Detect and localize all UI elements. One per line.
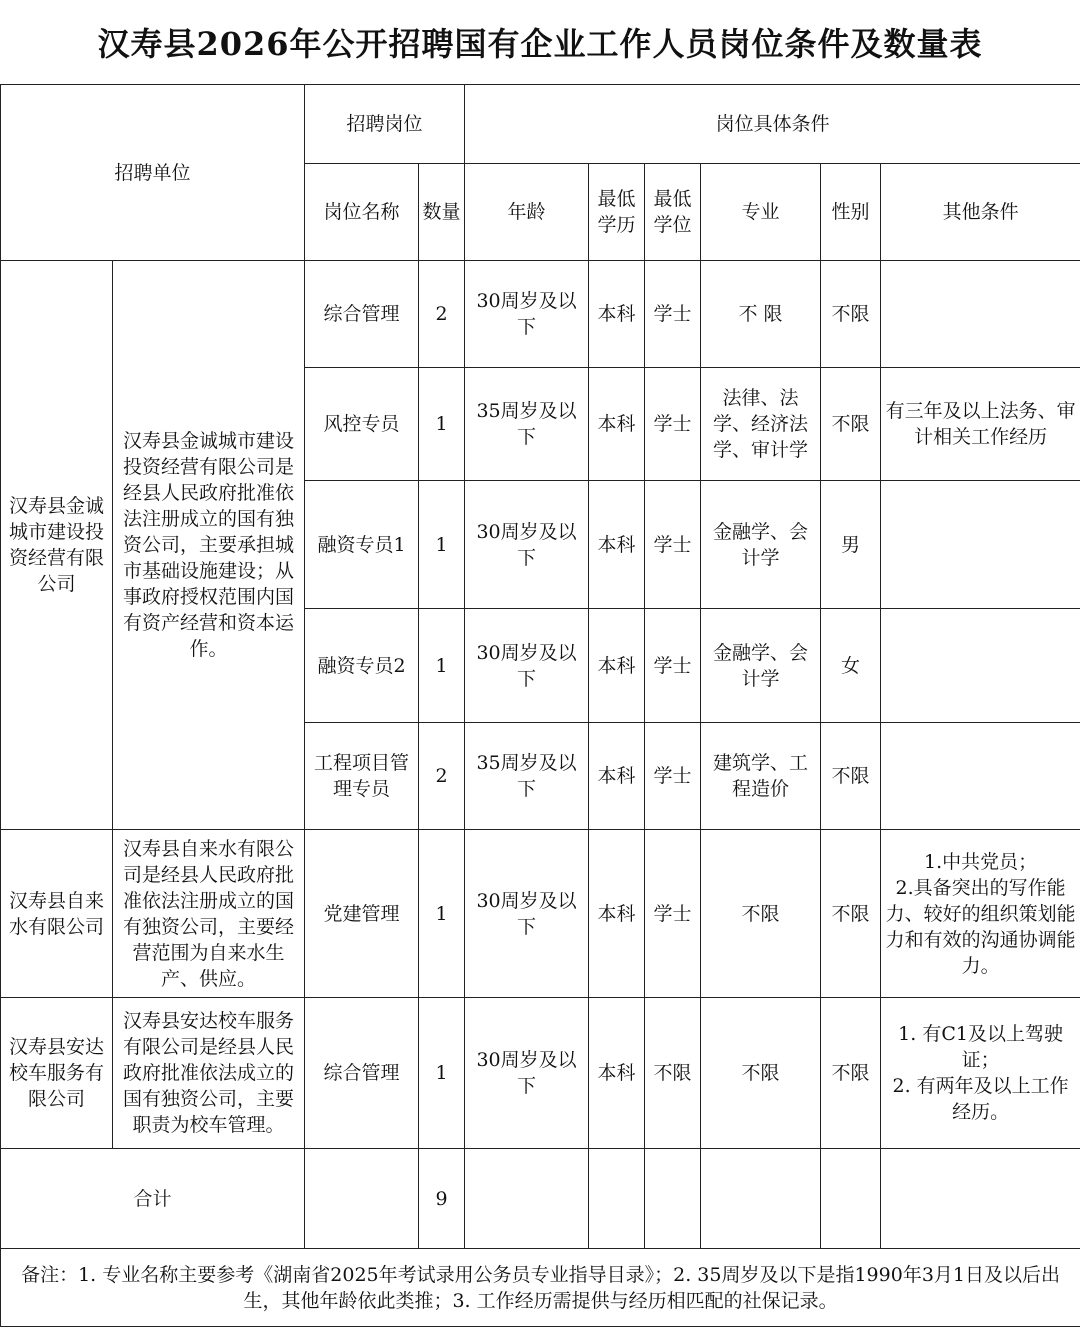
position-degree: 学士 xyxy=(645,609,701,723)
position-gender: 女 xyxy=(821,609,881,723)
header-position-name: 岗位名称 xyxy=(305,164,419,261)
position-age: 35周岁及以下 xyxy=(465,368,589,481)
other-condition-line: 2.具备突出的写作能力、较好的组织策划能力和有效的沟通协调能力。 xyxy=(885,876,1076,977)
position-education: 本科 xyxy=(589,830,645,998)
position-education: 本科 xyxy=(589,368,645,481)
total-empty-cell xyxy=(821,1149,881,1249)
total-empty-cell xyxy=(881,1149,1080,1249)
position-name: 综合管理 xyxy=(305,261,419,368)
total-row xyxy=(1,1149,1080,1249)
position-name: 风控专员 xyxy=(305,368,419,481)
position-major: 不限 xyxy=(701,998,821,1149)
position-count: 1 xyxy=(419,609,465,723)
header-gender: 性别 xyxy=(821,164,881,261)
position-name: 工程项目管理专员 xyxy=(305,723,419,830)
other-condition-line: 1.中共党员； xyxy=(924,850,1038,873)
position-major: 法律、法学、经济法学、审计学 xyxy=(701,368,821,481)
company-name: 汉寿县金诚城市建设投资经营有限公司 xyxy=(1,261,113,830)
other-condition-line: 1. 有C1及以上驾驶证； xyxy=(898,1023,1063,1071)
position-age: 30周岁及以下 xyxy=(465,998,589,1149)
position-degree: 学士 xyxy=(645,368,701,481)
position-major: 不限 xyxy=(701,830,821,998)
position-education: 本科 xyxy=(589,261,645,368)
header-age: 年龄 xyxy=(465,164,589,261)
total-empty-cell xyxy=(305,1149,419,1249)
header-major: 专业 xyxy=(701,164,821,261)
position-major: 建筑学、工程造价 xyxy=(701,723,821,830)
position-other xyxy=(881,609,1080,723)
position-age: 30周岁及以下 xyxy=(465,481,589,609)
position-major: 金融学、会计学 xyxy=(701,609,821,723)
position-age: 30周岁及以下 xyxy=(465,261,589,368)
position-gender: 不限 xyxy=(821,998,881,1149)
total-empty-cell xyxy=(465,1149,589,1249)
note-text: 备注：1. 专业名称主要参考《湖南省2025年考试录用公务员专业指导目录》；2. 35周岁及以下是指1990年3月1日及以后出生，其他年龄依此类推；3. 工作经历需提供与经历相匹配的社保记录。 xyxy=(1,1249,1080,1327)
total-empty-cell xyxy=(701,1149,821,1249)
table-row xyxy=(1,261,1080,368)
header-other: 其他条件 xyxy=(881,164,1080,261)
position-age: 30周岁及以下 xyxy=(465,609,589,723)
position-degree: 学士 xyxy=(645,830,701,998)
table-row xyxy=(1,998,1080,1149)
position-education: 本科 xyxy=(589,481,645,609)
position-gender: 不限 xyxy=(821,723,881,830)
position-name: 融资专员1 xyxy=(305,481,419,609)
position-other xyxy=(881,830,1080,998)
header-position-group: 招聘岗位 xyxy=(305,85,465,164)
note-row xyxy=(1,1249,1080,1327)
position-count: 1 xyxy=(419,368,465,481)
position-age: 35周岁及以下 xyxy=(465,723,589,830)
position-major: 不 限 xyxy=(701,261,821,368)
position-degree: 不限 xyxy=(645,998,701,1149)
position-other xyxy=(881,481,1080,609)
position-education: 本科 xyxy=(589,609,645,723)
header-quantity: 数量 xyxy=(419,164,465,261)
position-count: 2 xyxy=(419,723,465,830)
page-title: 汉寿县2026年公开招聘国有企业工作人员岗位条件及数量表 xyxy=(97,25,983,63)
position-degree: 学士 xyxy=(645,723,701,830)
position-gender: 不限 xyxy=(821,368,881,481)
position-name: 党建管理 xyxy=(305,830,419,998)
position-gender: 不限 xyxy=(821,830,881,998)
header-unit: 招聘单位 xyxy=(1,85,305,261)
position-other xyxy=(881,723,1080,830)
header-conditions-group: 岗位具体条件 xyxy=(465,85,1080,164)
position-count: 2 xyxy=(419,261,465,368)
company-name: 汉寿县安达校车服务有限公司 xyxy=(1,998,113,1149)
position-degree: 学士 xyxy=(645,261,701,368)
position-name: 综合管理 xyxy=(305,998,419,1149)
company-description: 汉寿县自来水有限公司是经县人民政府批准依法注册成立的国有独资公司，主要经营范围为自来水生产、供应。 xyxy=(113,830,305,998)
position-other xyxy=(881,998,1080,1149)
total-count: 9 xyxy=(419,1149,465,1249)
position-other xyxy=(881,261,1080,368)
position-count: 1 xyxy=(419,998,465,1149)
total-label: 合计 xyxy=(1,1149,305,1249)
total-empty-cell xyxy=(645,1149,701,1249)
position-other: 有三年及以上法务、审计相关工作经历 xyxy=(881,368,1080,481)
header-min-degree: 最低学位 xyxy=(645,164,701,261)
position-count: 1 xyxy=(419,830,465,998)
position-education: 本科 xyxy=(589,723,645,830)
position-major: 金融学、会计学 xyxy=(701,481,821,609)
company-description: 汉寿县安达校车服务有限公司是经县人民政府批准依法成立的国有独资公司，主要职责为校车管理。 xyxy=(113,998,305,1149)
other-condition-line: 2. 有两年及以上工作经历。 xyxy=(892,1075,1069,1123)
position-name: 融资专员2 xyxy=(305,609,419,723)
position-age: 30周岁及以下 xyxy=(465,830,589,998)
position-gender: 男 xyxy=(821,481,881,609)
recruitment-table xyxy=(0,84,1080,1327)
company-name: 汉寿县自来水有限公司 xyxy=(1,830,113,998)
header-min-education: 最低学历 xyxy=(589,164,645,261)
position-count: 1 xyxy=(419,481,465,609)
position-gender: 不限 xyxy=(821,261,881,368)
total-empty-cell xyxy=(589,1149,645,1249)
position-degree: 学士 xyxy=(645,481,701,609)
company-description: 汉寿县金诚城市建设投资经营有限公司是经县人民政府批准依法注册成立的国有独资公司，主要承担城市基础设施建设；从事政府授权范围内国有资产经营和资本运作。 xyxy=(113,261,305,830)
position-education: 本科 xyxy=(589,998,645,1149)
table-row xyxy=(1,830,1080,998)
